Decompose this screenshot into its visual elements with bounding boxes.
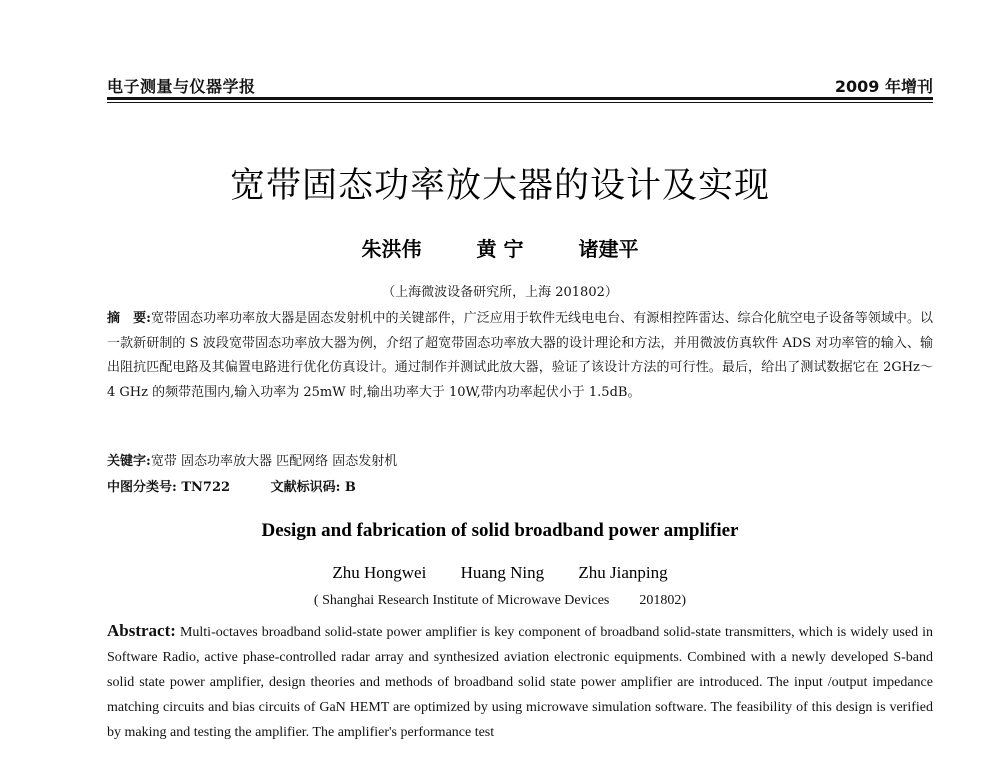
- affiliation-chinese: （上海微波设备研究所，上海 201802）: [382, 285, 618, 300]
- abstract-english: [107, 618, 933, 745]
- running-header: [107, 74, 933, 98]
- abstract-en-text: Multi-octaves broadband solid-state power amplifier is key component of broadband solid-state transmitters, which is widely used in Software Radio, active phase-controlled radar array and synthesized aviation electronic equipments. Combined with a newly developed S-band solid state power amplifier, design theories and methods of broadband solid state power amplifier are introduced. The input /output impedance matching circuits and bias circuits of GaN HEMT are optimized by using microwave simulation software. The feasibility of this design is verified by making and testing the amplifier. The amplifier's performance test: [107, 625, 933, 740]
- doc-code-value: B: [344, 480, 356, 495]
- authors-english: [0, 563, 1000, 583]
- keywords-label: 关键字:: [107, 454, 151, 469]
- abstract-cn-text: 宽带固态功率功率放大器是固态发射机中的关键部件，广泛应用于软件无线电电台、有源相控阵雷达、综合化航空电子设备等领域中。以一款新研制的 S 波段宽带固态功率放大器为例，介绍了超宽带固态功率放大器的设计理论和方法，并用微波仿真软件 ADS 对功率管的输入、输出阻抗匹配电路及其偏置电路进行优化仿真设计。通过制作并测试此放大器，验证了该设计方法的可行性。最后，给出了测试数据它在 2GHz～4 GHz 的频带范围内,输入功率为 25mW 时,输出功率大于 10W,带内功率起伏小于 1.5dB。: [107, 311, 933, 400]
- journal-name: 电子测量与仪器学报: [107, 77, 256, 96]
- affiliation-en-zip: 201802): [639, 593, 687, 608]
- author-3-cn: 诸建平: [578, 237, 639, 261]
- affiliation-en-text: ( Shanghai Research Institute of Microwave Devices: [313, 593, 610, 608]
- author-2-en: Huang Ning: [460, 563, 545, 582]
- author-1-en: Zhu Hongwei: [332, 563, 427, 582]
- author-2-cn: 黄 宁: [476, 237, 524, 261]
- classification-line: [107, 478, 933, 498]
- clc-value: TN722: [181, 480, 231, 495]
- title-chinese: 宽带固态功率放大器的设计及实现: [229, 166, 770, 206]
- abstract-en-label: Abstract:: [107, 621, 176, 640]
- header-rule-thick: [107, 97, 933, 100]
- keywords-text: 宽带 固态功率放大器 匹配网络 固态发射机: [150, 454, 398, 469]
- affiliation-english: [0, 593, 1000, 609]
- title-english: Design and fabrication of solid broadband power amplifier: [261, 520, 739, 541]
- abstract-chinese: [107, 307, 933, 405]
- issue-label: 2009 年增刊: [834, 77, 933, 96]
- keywords-chinese: [107, 452, 933, 472]
- doc-code-label: 文献标识码:: [270, 480, 341, 495]
- author-1-cn: 朱洪伟: [361, 237, 422, 261]
- abstract-cn-label: 摘 要:: [107, 311, 151, 326]
- authors-chinese: [0, 233, 1000, 262]
- header-rule-thin: [107, 102, 933, 103]
- clc-label: 中图分类号:: [107, 480, 177, 495]
- author-3-en: Zhu Jianping: [578, 563, 668, 582]
